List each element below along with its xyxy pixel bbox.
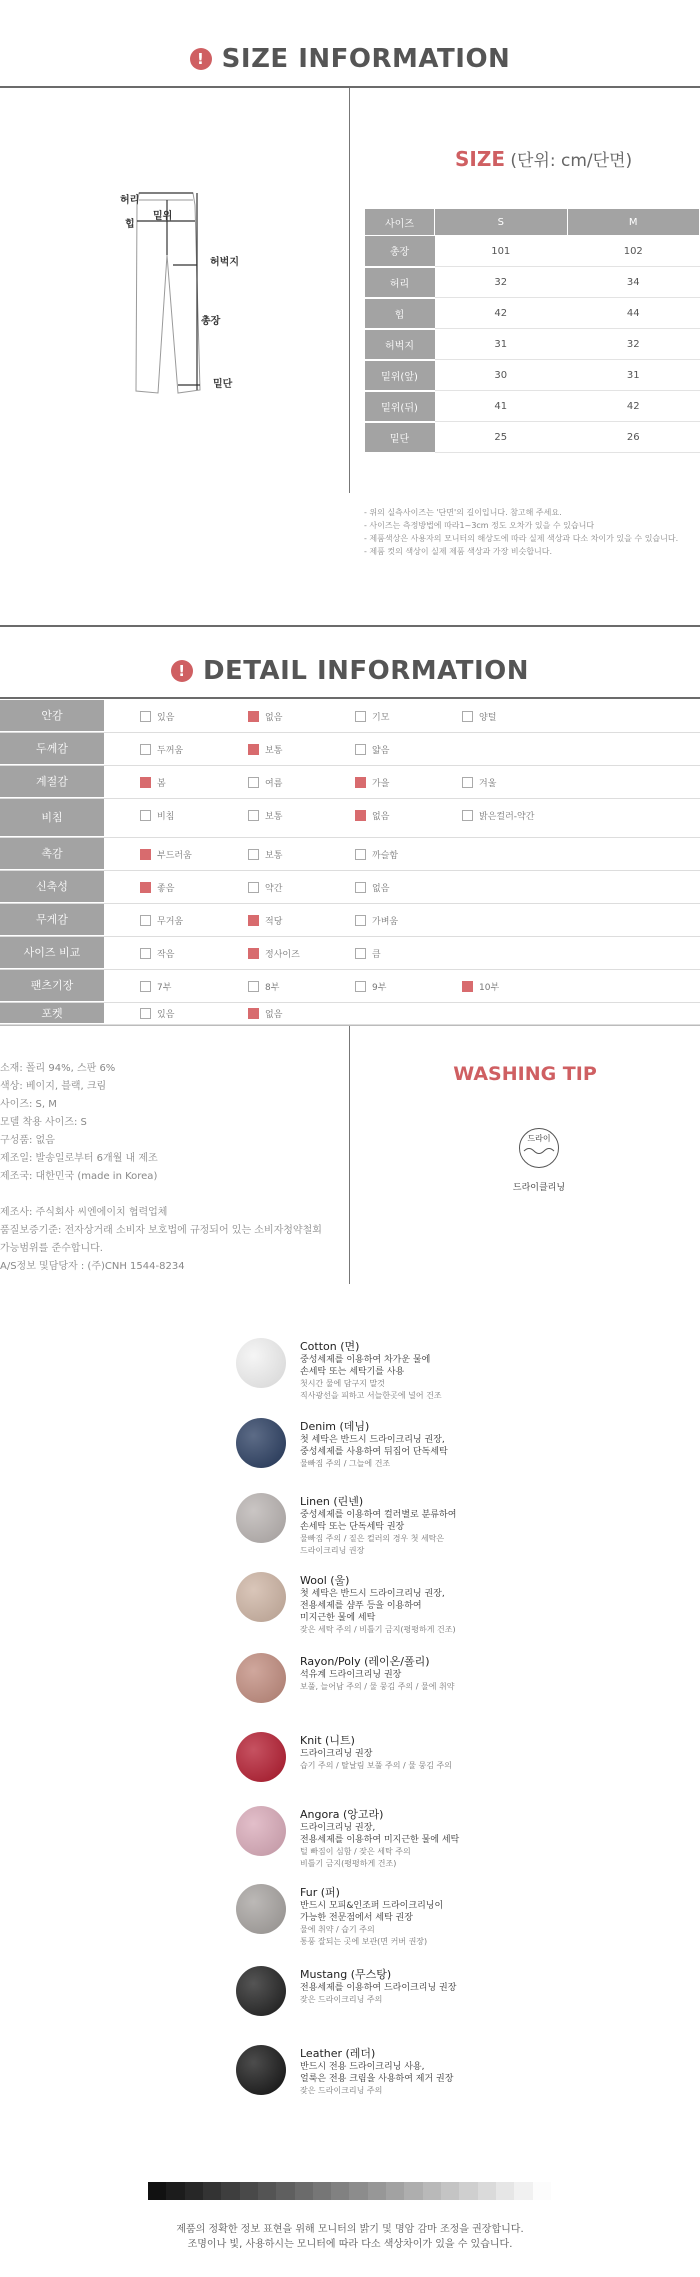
fabric-swatch (236, 1732, 286, 1782)
label-hem: 밑단 (213, 379, 233, 390)
detail-option-label: 부드러움 (157, 851, 192, 861)
fabric-care-line: 중성세제를 사용하여 뒤집어 단독세탁 (300, 1447, 448, 1457)
gradient-swatch (404, 2182, 422, 2200)
detail-row-label: 계절감 (0, 766, 104, 798)
detail-option (462, 810, 562, 823)
size-section-title: ! SIZE INFORMATION (0, 44, 700, 74)
detail-option-label: 두꺼움 (157, 746, 184, 756)
detail-option-label: 무거움 (157, 917, 184, 927)
detail-option (355, 849, 455, 862)
checked-box-icon (140, 849, 151, 860)
exclamation-circle-icon: ! (171, 660, 193, 682)
detail-option-label: 없음 (372, 812, 390, 822)
fabric-care-caution: 보풀, 늘어남 주의 / 물 뭉김 주의 / 물에 취약 (300, 1682, 455, 1691)
fabric-care-caution: 잦은 세탁 주의 / 비틀기 금지(평평하게 건조) (300, 1625, 456, 1634)
detail-option-label: 큼 (372, 950, 381, 960)
gradient-swatch (386, 2182, 404, 2200)
fabric-care-line: 손세탁 또는 세탁기를 사용 (300, 1367, 405, 1377)
detail-option (140, 981, 240, 994)
fabric-care-line: 드라이크리닝 권장, (300, 1823, 376, 1833)
unchecked-box-icon (140, 981, 151, 992)
detail-row-label: 촉감 (0, 838, 104, 870)
detail-option (140, 744, 240, 757)
size-header-s: S (435, 209, 568, 236)
fabric-item (236, 1653, 656, 1713)
detail-option (248, 777, 348, 790)
fabric-care-line: 석유계 드라이크리닝 권장 (300, 1670, 402, 1680)
table-row: 허벅지 31 32 (365, 329, 700, 360)
detail-option (462, 711, 562, 724)
detail-option (140, 711, 240, 724)
checked-box-icon (248, 915, 259, 926)
fabric-care-caution: 습기 주의 / 탈날림 보풀 주의 / 물 뭉김 주의 (300, 1761, 452, 1770)
fabric-name: Cotton (면) (300, 1340, 360, 1353)
size-table-header (365, 209, 700, 236)
fabric-care-line: 가능한 전문점에서 세탁 권장 (300, 1913, 413, 1923)
gradient-swatch (441, 2182, 459, 2200)
fabric-care-caution: 통풍 잘되는 곳에 보관(면 커버 권장) (300, 1937, 428, 1946)
fabric-name: Linen (린넨) (300, 1495, 364, 1508)
size-table (364, 208, 700, 454)
fabric-care-text (300, 1982, 660, 2006)
detail-option-label: 있음 (157, 713, 175, 723)
detail-option-label: 가벼움 (372, 917, 399, 927)
size-header-m: M (567, 209, 700, 236)
detail-option-label: 여름 (265, 779, 283, 789)
detail-option (248, 744, 348, 757)
fabric-item (236, 1966, 656, 2026)
size-notes: - 위의 실측사이즈는 '단면'의 길이입니다. 참고해 주세요. - 사이즈는 측정방법에 따라1~3cm 정도 오차가 있을 수 있습니다 - 제품색상은 사용자의 모니터의 해상도에 따라 실제 색상과 다소 차이가 있을 수 있습니다. - 제품 컷의 색상이 실제 제품 색상과 가장 비슷합니다. (364, 508, 679, 556)
detail-option (462, 777, 562, 790)
fabric-care-line: 첫 세탁은 반드시 드라이크리닝 권장, (300, 1435, 445, 1445)
unchecked-box-icon (355, 948, 366, 959)
unchecked-box-icon (140, 948, 151, 959)
fabric-item (236, 1338, 656, 1398)
detail-row-label: 팬츠기장 (0, 970, 104, 1002)
product-info: 소재: 폴리 94%, 스판 6% 색상: 베이지, 블랙, 크림 사이즈: S, M 모델 착용 사이즈: S 구성품: 없음 제조일: 발송일로부터 6개월 내 제조 제조국: 대한민국 (made in Korea) 제조사: 주식회사 씨엔에이치 협력업체 품질보증기준: 전자상거래 소비자 보호법에 규정되어 있는 소비자청약철회 가능범위를 준수합니다. A/S정보 및담당자 : (주)CNH 1544-8234 (0, 1063, 322, 1272)
detail-option (355, 981, 455, 994)
detail-row (0, 937, 700, 970)
unchecked-box-icon (355, 711, 366, 722)
fabric-item (236, 1493, 656, 1553)
gradient-swatch (331, 2182, 349, 2200)
gradient-swatch (221, 2182, 239, 2200)
gradient-swatch (349, 2182, 367, 2200)
detail-option-label: 8부 (265, 983, 280, 993)
fabric-care-caution: 직사광선을 피하고 서늘한곳에 널어 건조 (300, 1391, 442, 1400)
unchecked-box-icon (248, 810, 259, 821)
detail-option (248, 1008, 348, 1021)
detail-option-label: 보통 (265, 851, 283, 861)
gradient-swatch (185, 2182, 203, 2200)
checked-box-icon (248, 711, 259, 722)
detail-option-label: 양털 (479, 713, 497, 723)
unchecked-box-icon (140, 711, 151, 722)
checked-box-icon (355, 810, 366, 821)
fabric-care-caution: 첫시간 물에 담구지 말것 (300, 1379, 385, 1388)
fabric-item (236, 2045, 656, 2105)
detail-option (140, 777, 240, 790)
fabric-care-caution: 물빠짐 주의 / 짙은 컬러의 경우 첫 세탁은 (300, 1534, 445, 1543)
detail-option (248, 915, 348, 928)
checked-box-icon (355, 777, 366, 788)
detail-option (140, 810, 240, 823)
detail-option (355, 711, 455, 724)
detail-option-label: 밝은컬러-약간 (479, 812, 535, 822)
detail-option-label: 얇음 (372, 746, 390, 756)
detail-option-label: 정사이즈 (265, 950, 300, 960)
size-table-heading: SIZE (단위: cm/단면) (455, 147, 633, 171)
column-divider (349, 88, 350, 493)
table-row: 허리 32 34 (365, 267, 700, 298)
detail-option-label: 겨울 (479, 779, 497, 789)
fabric-care-text (300, 1669, 660, 1693)
unchecked-box-icon (462, 810, 473, 821)
gradient-swatch (295, 2182, 313, 2200)
gradient-swatch (478, 2182, 496, 2200)
gradient-swatch (533, 2182, 551, 2200)
gradient-swatch (258, 2182, 276, 2200)
fabric-care-line: 전용세제를 이용하여 드라이크리닝 권장 (300, 1983, 457, 1993)
detail-row (0, 904, 700, 937)
fabric-care-line: 손세탁 또는 단독세탁 권장 (300, 1522, 405, 1532)
detail-option-label: 기모 (372, 713, 390, 723)
fabric-care-caution: 잦은 드라이크리닝 주의 (300, 1995, 383, 2004)
detail-option-label: 봄 (157, 779, 166, 789)
label-hip: 힙 (125, 219, 135, 230)
detail-option-label: 작음 (157, 950, 175, 960)
gradient-swatch (423, 2182, 441, 2200)
fabric-name: Mustang (무스탕) (300, 1968, 392, 1981)
detail-row-label: 안감 (0, 700, 104, 732)
gradient-swatch (313, 2182, 331, 2200)
divider (0, 625, 700, 627)
size-header-label: 사이즈 (365, 209, 435, 236)
detail-row (0, 970, 700, 1003)
detail-option-label: 좋음 (157, 884, 175, 894)
unchecked-box-icon (140, 1008, 151, 1019)
table-row: 밑위(앞) 30 31 (365, 360, 700, 391)
detail-option (355, 744, 455, 757)
checked-box-icon (248, 1008, 259, 1019)
fabric-care-line: 중성세제를 이용하여 컬러별로 분류하여 (300, 1510, 457, 1520)
detail-option (140, 1008, 240, 1021)
detail-row (0, 838, 700, 871)
detail-option-label: 약간 (265, 884, 283, 894)
unchecked-box-icon (462, 711, 473, 722)
fabric-swatch (236, 2045, 286, 2095)
fabric-name: Denim (데님) (300, 1420, 370, 1433)
detail-row-label: 사이즈 비교 (0, 937, 104, 969)
fabric-swatch (236, 1572, 286, 1622)
unchecked-box-icon (355, 915, 366, 926)
detail-option-label: 까슬함 (372, 851, 399, 861)
detail-row (0, 1003, 700, 1025)
checked-box-icon (462, 981, 473, 992)
divider (0, 1025, 700, 1026)
detail-option (248, 849, 348, 862)
gradient-swatch (368, 2182, 386, 2200)
unchecked-box-icon (140, 915, 151, 926)
fabric-care-caution: 드라이크리닝 권장 (300, 1546, 365, 1555)
detail-option-label: 적당 (265, 917, 283, 927)
fabric-care-line: 미지근한 물에 세탁 (300, 1613, 376, 1623)
fabric-swatch (236, 1493, 286, 1543)
detail-option (355, 948, 455, 961)
detail-option (248, 711, 348, 724)
checked-box-icon (248, 948, 259, 959)
gradient-swatch (276, 2182, 294, 2200)
fabric-name: Fur (퍼) (300, 1886, 340, 1899)
fabric-swatch (236, 1338, 286, 1388)
label-waist: 허리 (120, 195, 140, 206)
fabric-care-text (300, 1434, 660, 1470)
fabric-care-text (300, 1509, 660, 1557)
gradient-swatch (203, 2182, 221, 2200)
unchecked-box-icon (140, 810, 151, 821)
fabric-care-caution: 물빠짐 주의 / 그늘에 건조 (300, 1459, 391, 1468)
detail-option (248, 882, 348, 895)
unchecked-box-icon (355, 849, 366, 860)
fabric-care-line: 전용세제를 이용하여 미지근한 물에 세탁 (300, 1835, 460, 1845)
fabric-care-text (300, 1822, 660, 1870)
fabric-care-caution: 잦은 드라이크리닝 주의 (300, 2086, 383, 2095)
fabric-item (236, 1806, 656, 1866)
label-length: 총장 (201, 316, 221, 327)
fabric-name: Knit (니트) (300, 1734, 355, 1747)
unchecked-box-icon (355, 882, 366, 893)
fabric-care-text (300, 1354, 660, 1402)
fabric-swatch (236, 1966, 286, 2016)
fabric-swatch (236, 1884, 286, 1934)
table-row: 밑단 25 26 (365, 422, 700, 453)
detail-option (248, 948, 348, 961)
unchecked-box-icon (355, 744, 366, 755)
footer-note: 제품의 정확한 정보 표현을 위해 모니터의 밝기 및 명암 감마 조정을 권장합니다. 조명이나 빛, 사용하시는 모니터에 따라 다소 색상차이가 있을 수 있습니다. (176, 2224, 524, 2250)
fabric-name: Leather (레더) (300, 2047, 376, 2060)
unchecked-box-icon (355, 981, 366, 992)
detail-option (248, 810, 348, 823)
detail-section-title: ! DETAIL INFORMATION (0, 656, 700, 686)
detail-option-label: 비침 (157, 812, 175, 822)
pants-size-diagram (115, 185, 245, 405)
fabric-item (236, 1732, 656, 1792)
checked-box-icon (140, 777, 151, 788)
divider (0, 697, 700, 699)
table-row: 힙 42 44 (365, 298, 700, 329)
detail-option (355, 882, 455, 895)
fabric-care-line: 중성세제를 이용하여 차가운 물에 (300, 1355, 431, 1365)
detail-option-label: 없음 (265, 1010, 283, 1020)
fabric-care-line: 반드시 전용 드라이크리닝 사용, (300, 2062, 425, 2072)
detail-option-label: 7부 (157, 983, 172, 993)
detail-row-label: 신축성 (0, 871, 104, 903)
gradient-swatch (240, 2182, 258, 2200)
detail-option-label: 보통 (265, 746, 283, 756)
detail-option-label: 있음 (157, 1010, 175, 1020)
washing-tip-title: WASHING TIP (453, 1063, 597, 1085)
detail-option-label: 없음 (372, 884, 390, 894)
unchecked-box-icon (140, 744, 151, 755)
fabric-care-text (300, 1748, 660, 1772)
divider (0, 86, 700, 88)
detail-row-label: 비침 (0, 799, 104, 837)
gradient-swatch (496, 2182, 514, 2200)
fabric-care-line: 반드시 모피&인조퍼 드라이크리닝이 (300, 1901, 444, 1911)
detail-row-label: 두께감 (0, 733, 104, 765)
gradient-swatch (514, 2182, 532, 2200)
fabric-swatch (236, 1418, 286, 1468)
checked-box-icon (140, 882, 151, 893)
detail-option (140, 849, 240, 862)
detail-option (248, 981, 348, 994)
fabric-name: Angora (앙고라) (300, 1808, 384, 1821)
fabric-care-line: 드라이크리닝 권장 (300, 1749, 373, 1759)
detail-option (140, 882, 240, 895)
gradient-swatch (166, 2182, 184, 2200)
unchecked-box-icon (248, 981, 259, 992)
fabric-care-caution: 털 빠짐이 심함 / 잦은 세탁 주의 (300, 1847, 411, 1856)
monitor-calibration-bar (148, 2182, 551, 2200)
unchecked-box-icon (462, 777, 473, 788)
fabric-swatch (236, 1653, 286, 1703)
detail-option (355, 915, 455, 928)
dry-clean-label: 드라이클리닝 (512, 1183, 566, 1193)
fabric-name: Wool (울) (300, 1574, 350, 1587)
table-row: 밑위(뒤) 41 42 (365, 391, 700, 422)
fabric-name: Rayon/Poly (레이온/폴리) (300, 1655, 430, 1668)
detail-option-label: 9부 (372, 983, 387, 993)
detail-option (140, 948, 240, 961)
detail-option (355, 810, 455, 823)
detail-option (355, 777, 455, 790)
fabric-care-line: 전용세제를 샴푸 등을 이용하여 (300, 1601, 422, 1611)
fabric-item (236, 1572, 656, 1632)
label-rise: 밑위 (153, 211, 173, 222)
fabric-care-caution: 물에 취약 / 습기 주의 (300, 1925, 375, 1934)
detail-option-label: 10부 (479, 983, 500, 993)
fabric-care-text (300, 1588, 660, 1636)
detail-row-label: 무게감 (0, 904, 104, 936)
detail-row (0, 700, 700, 733)
fabric-item (236, 1418, 656, 1478)
fabric-care-text (300, 2061, 660, 2097)
detail-option (462, 981, 562, 994)
exclamation-circle-icon: ! (190, 48, 212, 70)
table-row: 총장 101 102 (365, 236, 700, 267)
detail-row (0, 799, 700, 838)
dry-clean-icon: 드라이 (519, 1128, 559, 1168)
fabric-care-text (300, 1900, 660, 1948)
gradient-swatch (148, 2182, 166, 2200)
fabric-care-line: 얼룩은 전용 크림을 사용하여 제거 권장 (300, 2074, 454, 2084)
fabric-item (236, 1884, 656, 1944)
unchecked-box-icon (248, 777, 259, 788)
fabric-care-caution: 비틀기 금지(평평하게 건조) (300, 1859, 397, 1868)
gradient-swatch (459, 2182, 477, 2200)
detail-row (0, 871, 700, 904)
detail-row (0, 766, 700, 799)
unchecked-box-icon (248, 849, 259, 860)
unchecked-box-icon (248, 882, 259, 893)
detail-option-label: 없음 (265, 713, 283, 723)
label-thigh: 허벅지 (210, 257, 239, 268)
fabric-care-line: 첫 세탁은 반드시 드라이크리닝 권장, (300, 1589, 445, 1599)
fabric-swatch (236, 1806, 286, 1856)
detail-row (0, 733, 700, 766)
detail-row-label: 포켓 (0, 1003, 104, 1024)
detail-option-label: 보통 (265, 812, 283, 822)
detail-option-label: 가을 (372, 779, 390, 789)
checked-box-icon (248, 744, 259, 755)
detail-option (140, 915, 240, 928)
